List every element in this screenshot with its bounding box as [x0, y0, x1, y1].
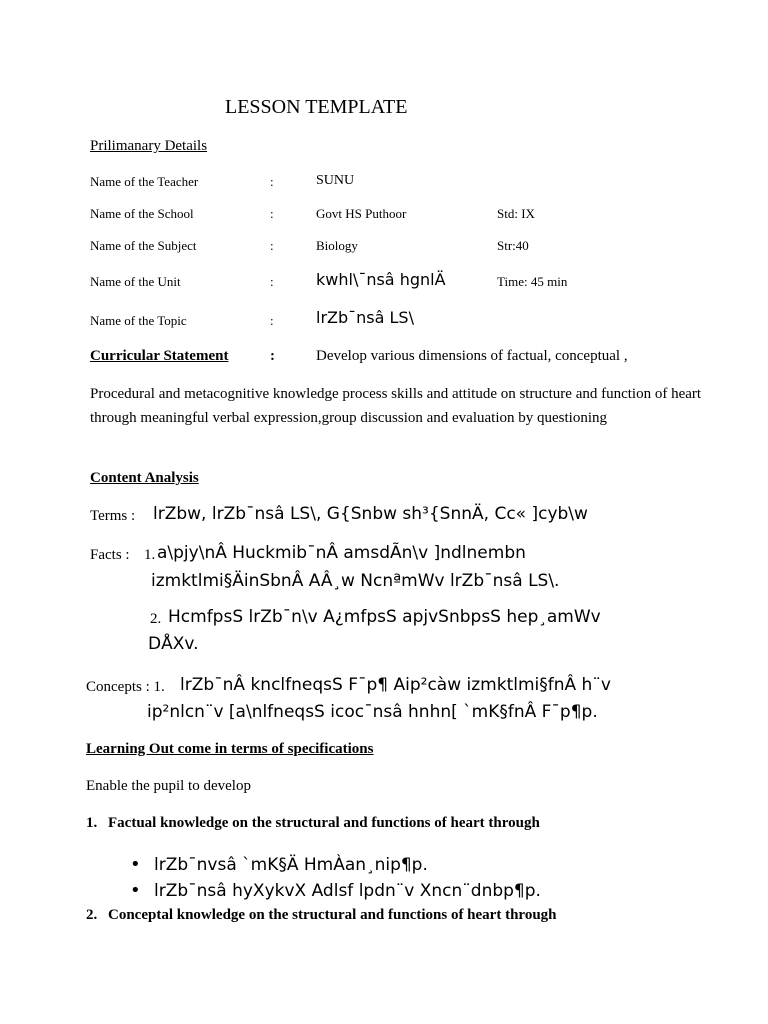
- learning-item-2-text: Conceptal knowledge on the structural and functions of heart through: [108, 907, 557, 923]
- learning-heading: Learning Out come in terms of specifications: [86, 741, 374, 757]
- learning-item-2-num: 2.: [86, 907, 98, 923]
- curricular-sep: :: [270, 348, 275, 364]
- learning-item-1-text: Factual knowledge on the structural and functions of heart through: [108, 815, 540, 831]
- facts-2-line2: DÅXv.: [148, 634, 199, 654]
- unit-value: kwhl\¯nsâ hgnlÄ: [316, 270, 446, 289]
- curricular-label: Curricular Statement: [90, 348, 229, 364]
- concepts-line2: ip²nlcn¨v [a\nlfneqsS icoc¯nsâ hnhn[ `mK§fnÂ F¯p¶p.: [147, 702, 598, 722]
- topic-sep: :: [270, 313, 274, 328]
- terms-label: Terms :: [90, 508, 136, 524]
- terms-value: lrZbw, lrZb¯nsâ LS\, G{Snbw sh³{SnnÄ, Cc« ]cyb\w: [153, 504, 588, 524]
- facts-1-line1: a\pjy\nÂ Huckmib¯nÂ amsdÃn\v ]ndlnembn: [157, 543, 526, 563]
- facts-label: Facts :: [90, 547, 130, 563]
- school-label: Name of the School: [90, 206, 194, 221]
- unit-sep: :: [270, 274, 274, 289]
- school-value: Govt HS Puthoor: [316, 206, 407, 221]
- subject-label: Name of the Subject: [90, 238, 197, 253]
- std-value: Std: IX: [497, 206, 535, 221]
- teacher-value: SUNU: [316, 173, 355, 188]
- time-value: Time: 45 min: [497, 274, 568, 289]
- concepts-label: Concepts : 1.: [86, 679, 165, 695]
- teacher-label: Name of the Teacher: [90, 174, 199, 189]
- learning-bullet-list: [130, 852, 541, 904]
- concepts-line1: lrZb¯nÂ knclfneqsS F¯p¶ Aip²càw izmktlmi§fnÂ h¨v: [180, 675, 611, 695]
- topic-label: Name of the Topic: [90, 313, 187, 328]
- facts-2-line1: HcmfpsS lrZb¯n\v A¿mfpsS apjvSnbpsS hep¸amWv: [168, 607, 601, 627]
- strength-value: Str:40: [497, 238, 529, 253]
- content-heading: Content Analysis: [90, 470, 199, 486]
- teacher-sep: :: [270, 174, 274, 189]
- subject-value: Biology: [316, 238, 358, 253]
- curricular-text: Procedural and metacognitive knowledge process skills and attitude on structure and function of heart through meaningful verbal expression,group discussion and evaluation by questioning: [90, 386, 702, 426]
- facts-1-line2: izmktlmi§ÄinSbnÂ AÂ¸w NcnªmWv lrZb¯nsâ LS\.: [151, 571, 560, 591]
- facts-1-num: 1.: [144, 547, 156, 563]
- topic-value: lrZb¯nsâ LS\: [316, 308, 414, 327]
- list-item: • lrZb¯nvsâ `mK§Ä HmÀan¸nip¶p.: [130, 852, 541, 878]
- school-sep: :: [270, 206, 274, 221]
- curricular-line1: Develop various dimensions of factual, conceptual ,: [316, 348, 628, 364]
- list-item: • lrZb¯nsâ hyXykvX Adlsf lpdn¨v Xncn¨dnbp¶p.: [130, 878, 541, 904]
- facts-2-num: 2.: [150, 611, 162, 627]
- enable-text: Enable the pupil to develop: [86, 778, 251, 794]
- learning-item-1-num: 1.: [86, 815, 98, 831]
- unit-label: Name of the Unit: [90, 274, 181, 289]
- subject-sep: :: [270, 238, 274, 253]
- preliminary-heading: Prilimanary Details: [90, 138, 208, 154]
- page-title: LESSON TEMPLATE: [225, 96, 408, 118]
